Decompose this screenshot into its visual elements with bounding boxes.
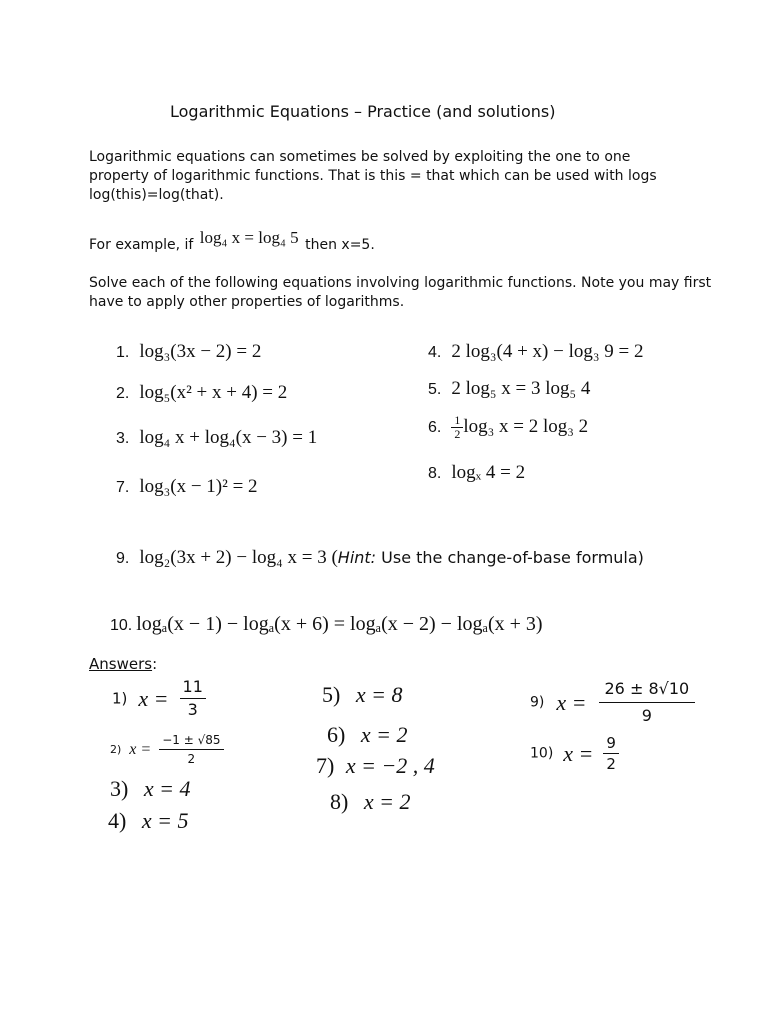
fraction-numerator: 9 — [603, 733, 619, 754]
answer-7 — [316, 753, 435, 779]
instructions-paragraph: Solve each of the following equations involving logarithmic functions. Note you may first have to apply other properties of logarithms. — [89, 275, 712, 310]
hint-text: Use the change-of-base formula) — [376, 548, 644, 567]
fraction-denominator: 3 — [187, 700, 198, 719]
answer-1 — [112, 676, 206, 721]
problem-expression: 2 log₃(4 + x) − log₃ 9 = 2 — [451, 341, 644, 362]
problem-number: 5. — [428, 381, 442, 398]
answer-10 — [530, 733, 619, 774]
answer-number: 7) — [316, 753, 335, 778]
answer-number: 9) — [530, 694, 545, 711]
problem-number: 10. — [110, 617, 133, 634]
answer-5 — [322, 682, 402, 708]
problem-4 — [428, 341, 643, 363]
answer-expression: x = 2 — [360, 722, 408, 747]
example-suffix: then x=5. — [305, 237, 375, 253]
fraction-denominator: 9 — [641, 706, 652, 725]
answer-expression: x = 2 — [363, 789, 411, 814]
answer-lhs: x = — [138, 685, 169, 711]
example-line — [89, 226, 375, 263]
problem-10 — [110, 613, 543, 636]
problem-5 — [428, 378, 590, 400]
answers-heading: Answers: — [89, 655, 158, 673]
problem-expression: 2 log₅ x = 3 log₅ 4 — [451, 378, 591, 399]
answer-4 — [108, 808, 188, 834]
problem-number: 4. — [428, 344, 442, 361]
answer-number: 10) — [530, 745, 554, 762]
problem-number: 6. — [428, 418, 442, 436]
answer-fraction — [599, 676, 696, 729]
hint-label: Hint: — [337, 548, 377, 567]
answer-9 — [530, 676, 695, 729]
answer-number: 6) — [327, 722, 346, 747]
example-prefix: For example, if — [89, 237, 194, 253]
answer-fraction — [159, 731, 223, 768]
answer-number: 1) — [112, 689, 128, 708]
problem-expression: log₃(3x − 2) = 2 — [139, 341, 262, 362]
problem-number: 7. — [116, 479, 130, 496]
answer-number: 8) — [330, 789, 349, 814]
fraction-numerator: 26 ± 8√10 — [599, 676, 696, 703]
answers-label: Answers — [89, 655, 153, 673]
problem-expression: logₐ(x − 1) − logₐ(x + 6) = logₐ(x − 2) − logₐ(x + 3) — [136, 613, 543, 635]
answer-lhs: x = — [563, 740, 594, 766]
example-equation: log₄ x = log₄ 5 — [199, 228, 299, 247]
answer-expression: x = 4 — [143, 776, 191, 801]
answer-lhs: x = — [556, 689, 587, 715]
problem-expression: log₅(x² + x + 4) = 2 — [139, 382, 288, 403]
problem-expression: log₂(3x + 2) − log₄ x = 3 ( — [139, 547, 338, 568]
answer-expression: x = 5 — [141, 808, 189, 833]
problem-fraction: $\frac{1}{2}$ — [451, 414, 463, 441]
problem-expression: log₄ x + log₄(x − 3) = 1 — [139, 427, 318, 448]
answer-expression: x = 8 — [355, 682, 403, 707]
answer-6 — [327, 722, 407, 748]
problem-number: 1. — [116, 344, 130, 361]
fraction-denominator: 2 — [606, 755, 616, 773]
problem-2 — [116, 382, 287, 404]
answer-lhs: x = — [129, 740, 152, 758]
answer-fraction — [603, 733, 619, 774]
page-title: Logarithmic Equations – Practice (and solutions) — [170, 102, 556, 121]
answer-number: 4) — [108, 808, 127, 833]
answer-2 — [110, 731, 224, 768]
answer-number: 5) — [322, 682, 341, 707]
problem-6 — [428, 414, 588, 441]
problem-number: 3. — [116, 430, 130, 447]
problem-8 — [428, 462, 525, 484]
answer-number: 3) — [110, 776, 129, 801]
fraction-denominator: 2 — [187, 752, 196, 766]
fraction-numerator: 11 — [180, 676, 206, 699]
problem-7 — [116, 476, 258, 498]
answer-3 — [110, 776, 190, 802]
problem-expression: log₃ x = 2 log₃ 2 — [463, 415, 589, 437]
problem-3 — [116, 427, 317, 449]
intro-paragraph: Logarithmic equations can sometimes be solved by exploiting the one to one property of logarithmic functions. That is this = that which can be used with logs log(this)=log(that). — [89, 149, 657, 203]
problem-number: 2. — [116, 385, 130, 402]
answer-number: 2) — [110, 743, 122, 756]
problem-expression: logₓ 4 = 2 — [451, 462, 526, 483]
fraction-numerator: −1 ± √85 — [159, 731, 223, 750]
answer-fraction — [180, 676, 206, 721]
problem-number: 9. — [116, 550, 130, 567]
answer-8 — [330, 789, 410, 815]
problem-expression: log₃(x − 1)² = 2 — [139, 476, 258, 497]
answer-expression: x = −2 , 4 — [345, 753, 435, 778]
problem-9 — [116, 547, 644, 569]
problem-1 — [116, 341, 261, 363]
problem-number: 8. — [428, 465, 442, 482]
